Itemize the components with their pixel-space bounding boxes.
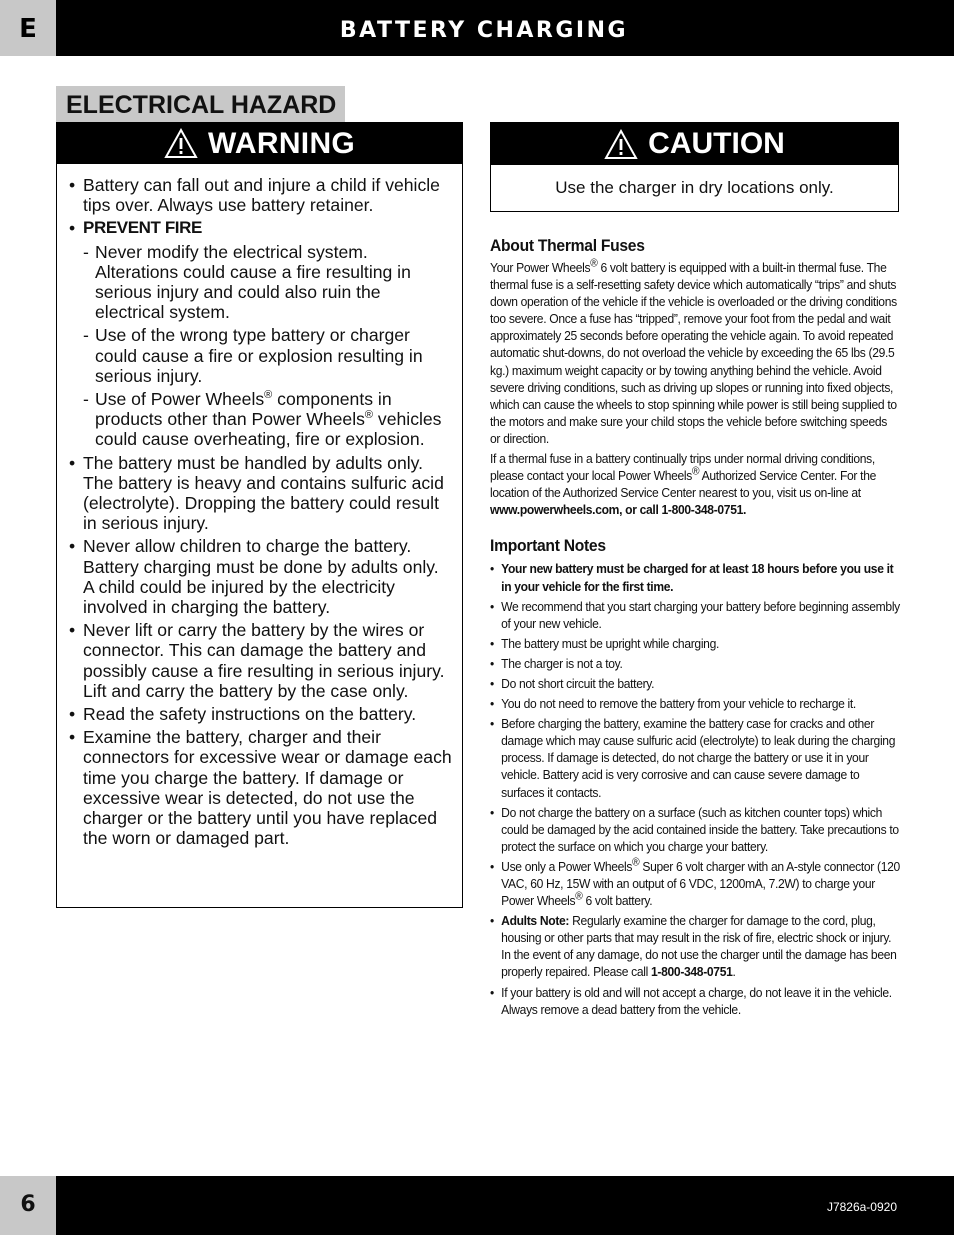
note-item: • Adults Note: Regularly examine the charger for damage to the cord, plug, housing or other parts that may result in the risk of fire, electric shock or injury. In the event of any damage, do not use the charger until the damage has been properly repaired. Please call 1-800-348-0751. (490, 913, 897, 980)
warning-item: • Never lift or carry the battery by the wires or connector. This can damage the battery and possibly cause a fire resulting in serious injury. Lift and carry the battery by the case only. (69, 620, 445, 701)
note-item: • Do not short circuit the battery. (490, 675, 655, 691)
warning-body (57, 164, 462, 849)
prevent-fire-heading: • PREVENT FIRE (69, 218, 202, 239)
warning-subitem: - Use of the wrong type battery or charger could cause a fire or explosion resulting in serious injury. (83, 325, 423, 386)
note-item: • Do not charge the battery on a surface (such as kitchen counter tops) which could be damaged by the acid contained inside the battery. Take precautions to protect the surface on which you charge your battery. (490, 804, 899, 854)
note-item: • The battery must be upright while charging. (490, 635, 720, 651)
note-item: • We recommend that you start charging your battery before beginning assembly of your new vehicle. (490, 598, 900, 631)
note-item: • The charger is not a toy. (490, 655, 623, 671)
electrical-hazard-title: ELECTRICAL HAZARD (56, 86, 345, 122)
warning-subitem: - Never modify the electrical system. Alterations could cause a fire resulting in serious injury and could also ruin the electrical system. (83, 241, 411, 323)
page-number: 6 (0, 1176, 56, 1235)
note-item: • If your battery is old and will not accept a charge, do not leave it in the vehicle. Always remove a dead battery from the vehicle. (490, 984, 892, 1017)
caution-box (490, 122, 899, 212)
important-notes-heading: Important Notes (490, 536, 606, 556)
warning-item: • Read the safety instructions on the battery. (69, 704, 417, 725)
note-item: • Before charging the battery, examine the battery case for cracks and other damage which may cause sulfuric acid (electrolyte) to leak during the charging process. If damage is detected, do not charge the battery or use it in your vehicle. Battery acid is very corrosive and can cause severe damage to surfaces it contacts. (490, 716, 896, 800)
caution-triangle-icon (604, 129, 638, 160)
footer-bar (0, 1176, 954, 1235)
notes-list (490, 560, 902, 1017)
section-title: BATTERY CHARGING (339, 18, 629, 43)
warning-subitem: - Use of Power Wheels® components in products other than Power Wheels® vehicles could cause overheating, fire or explosion. (83, 389, 442, 450)
warning-item: • Examine the battery, charger and their connectors for excessive wear or damage each time you charge the battery. If damage or excessive wear is detected, do not use the charger or the battery until you have replaced the worn or damaged part. (69, 727, 452, 849)
warning-header (57, 123, 462, 164)
right-column (490, 236, 902, 1021)
warning-triangle-icon (164, 128, 198, 159)
thermal-paragraph-2: If a thermal fuse in a battery continually trips under normal driving conditions, please contact your local Power Wheels® Authorized Service Center. For the location of the Authorized Service Center nearest to you, visit us on-line at www.powerwheels.com, or call 1-800-348-0751. (490, 451, 876, 518)
warning-item: • The battery must be handled by adults only. The battery is heavy and contains sulfuric acid (electrolyte). Dropping the battery could result in serious injury. (69, 452, 444, 534)
thermal-fuses-heading: About Thermal Fuses (490, 236, 645, 255)
warning-item: • Battery can fall out and injure a child if vehicle tips over. Always use battery retainer. (69, 175, 440, 216)
caution-header (491, 123, 898, 165)
language-tab: E (0, 0, 56, 56)
caution-text: Use the charger in dry locations only. (555, 178, 834, 197)
caution-title: CAUTION (648, 127, 785, 160)
warning-box (56, 122, 463, 908)
warning-title: WARNING (207, 126, 356, 160)
note-item: • Your new battery must be charged for at least 18 hours before you use it in your vehicle for the first time. (490, 561, 894, 594)
note-item: • You do not need to remove the battery from your vehicle to recharge it. (490, 696, 856, 712)
note-item: • Use only a Power Wheels® Super 6 volt charger with an A-style connector (120 VAC, 60 Hz, 15W with an output of 6 VDC, 1200mA, 7.2W) to charge your Power Wheels® 6 volt battery. (490, 856, 900, 909)
document-code: J7826a-0920 (826, 1200, 897, 1214)
warning-item: • Never allow children to charge the battery. Battery charging must be done by adults only. A child could be injured by the electricity involved in charging the battery. (69, 536, 439, 618)
thermal-paragraph-1: Your Power Wheels® 6 volt battery is equipped with a built-in thermal fuse. The thermal fuse is a self-resetting safety device which automatically “trips” and shuts down operation of the vehicle if the vehicle is overloaded or the driving conditions too severe. Once a fuse has “tripped”, remove your foot from the pedal and wait approximately 25 seconds before operating the vehicle again. To avoid repeated automatic shut-downs, do not overload the vehicle by exceeding the 65 lbs (29.5 kg.) maximum weight capacity or by towing anything behind the vehicle. Avoid severe driving conditions, such as driving up slopes or running into fixed objects, which can cause the wheels to stop spinning while power is still being supplied to the motors and make sure your child stops the vehicle before switching speeds or direction. (490, 257, 897, 446)
